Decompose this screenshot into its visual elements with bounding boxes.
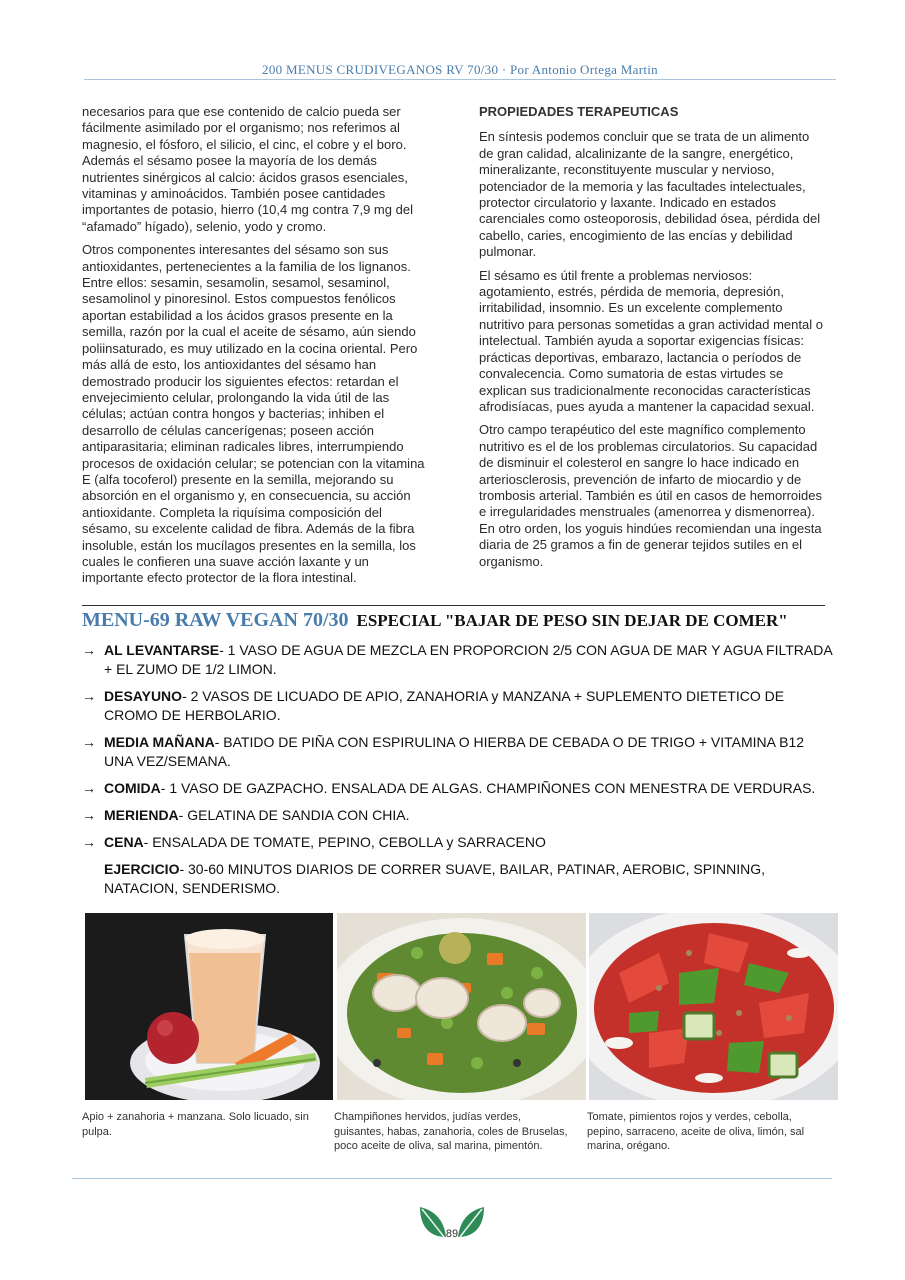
menu-item-label: COMIDA: [104, 780, 161, 796]
menu-item-merienda: [82, 806, 832, 825]
arrow-icon: →: [82, 642, 96, 658]
arrow-icon: →: [82, 780, 96, 796]
arrow-icon: →: [82, 807, 96, 823]
arrow-icon: →: [82, 734, 96, 750]
menu-item-text: - GELATINA DE SANDIA CON CHIA.: [178, 807, 410, 823]
arrow-icon: →: [82, 688, 96, 704]
menu-item-desayuno: [82, 687, 832, 725]
menu-item-media-manana: [82, 733, 832, 771]
photo-juice: [85, 913, 333, 1100]
left-paragraph-1: necesarios para que ese contenido de calcio pueda ser fácilmente asimilado por el organismo; nos referimos al magnesio, el fósforo, el silicio, el cinc, el cobre y el boro. Además el sésamo posee la mayoría de los demás nutrientes sinérgicos al calcio: ácidos grasos esenciales, vitaminas y aminoácidos. También posee cantidades importantes de potasio, hierro (10,4 mg contra 7,9 mg del “afamado” hígado), selenio, yodo y cromo.: [82, 104, 413, 234]
photo-tomato-salad: [589, 913, 838, 1100]
right-paragraph-2: El sésamo es útil frente a problemas nerviosos: agotamiento, estrés, pérdida de memoria, depresión, irritabilidad, insomnio. Es un excelente complemento nutritivo para personas sometidas a gran actividad mental o intelectual. También ayuda a soportar exigencias físicas: prácticas deportivas, embarazo, lactancia o períodos de convalecencia. Como sumatoria de estas virtudes se explican sus tradicionalmente reconocidas características afrodisíacas, pues ayuda a mantener la capacidad sexual.: [479, 267, 823, 414]
right-column: [479, 104, 825, 577]
menu-item-label: MEDIA MAÑANA: [104, 734, 215, 750]
juice-illustration: [85, 913, 333, 1100]
photo-mushroom-vegetables: [337, 913, 586, 1100]
menu-item-text: - 1 VASO DE AGUA DE MEZCLA EN PROPORCION 2/5 CON AGUA DE MAR Y AGUA FILTRADA + EL ZUMO DE 1/2 LIMON.: [104, 642, 832, 677]
menu-item-text: - 30-60 MINUTOS DIARIOS DE CORRER SUAVE, BAILAR, PATINAR, AEROBIC, SPINNING, NATACION, SENDERISMO.: [104, 861, 766, 896]
running-header: 200 MENUS CRUDIVEGANOS RV 70/30 · Por Antonio Ortega Martin: [262, 62, 658, 77]
page-number: 89: [445, 1228, 459, 1240]
menu-item-ejercicio: [82, 860, 832, 898]
arrow-icon: →: [82, 834, 96, 850]
menu-title-special: ESPECIAL "BAJAR DE PESO SIN DEJAR DE COMER": [356, 611, 788, 630]
photo-caption-juice: Apio + zanahoria + manzana. Solo licuado, sin pulpa.: [82, 1111, 309, 1138]
menu-item-comida: [82, 779, 832, 798]
right-paragraph-1: En síntesis podemos concluir que se trata de un alimento de gran calidad, alcalinizante de la sangre, energético, mineralizante, reconstituyente muscular y nervioso, potenciador de la memoria y las facultades intelectuales, protector circulatorio y laxante. Indicado en estados carenciales como osteoporosis, debilidad ósea, pérdida del cabello, caries, encogimiento de las encías y debilidad pulmonar.: [479, 129, 821, 260]
menu-item-al-levantarse: [82, 641, 832, 679]
menu-item-label: EJERCICIO: [104, 861, 180, 877]
menu-list: [82, 641, 832, 906]
menu-divider: [82, 605, 825, 606]
left-column: [82, 104, 427, 594]
right-paragraph-3: Otro campo terapéutico del este magnífico complemento nutritivo es el de los problemas circulatorios. Su capacidad de disminuir el colesterol en sangre lo hace indicado en arteriosclerosis, prevención de infarto de miocardio y de trombosis arterial. También es útil en casos de hemorroides e irregularidades menstruales (amenorrea y dismenorrea). En otro orden, los yoguis hindúes recomiendan una ingesta diaria de 25 gramos a fin de generar tejidos sutiles en el organismo.: [479, 422, 822, 569]
photo-caption-vegetables: Champiñones hervidos, judías verdes, guisantes, habas, zanahoria, coles de Bruselas, poco aceite de oliva, sal marina, pimentón.: [334, 1111, 568, 1152]
section-heading: PROPIEDADES TERAPEUTICAS: [479, 104, 679, 119]
photo-caption-salad: Tomate, pimientos rojos y verdes, cebolla, pepino, sarraceno, aceite de oliva, limón, sal marina, orégano.: [587, 1111, 805, 1152]
menu-item-text: - 1 VASO DE GAZPACHO. ENSALADA DE ALGAS. CHAMPIÑONES CON MENESTRA DE VERDURAS.: [160, 780, 816, 796]
menu-item-label: MERIENDA: [104, 807, 179, 823]
header-divider: [84, 79, 836, 80]
menu-title-main: MENU-69 RAW VEGAN 70/30: [82, 609, 349, 631]
menu-item-text: - ENSALADA DE TOMATE, PEPINO, CEBOLLA y SARRACENO: [143, 834, 546, 850]
menu-title: [82, 609, 842, 632]
left-paragraph-2: Otros componentes interesantes del sésamo son sus antioxidantes, pertenecientes a la familia de los lignanos. Entre ellos: sesamin, sesamolin, sesamol, sesaminol, sesamolinol y pinoresinol. Estos compuestos fenólicos aportan estabilidad a los ácidos grasos presente en la semilla, razón por la cual el aceite de sésamo, aún siendo poliinsaturado, es muy utilizado en la cocina oriental. Pero más allá de esto, los antioxidantes del sésamo han demostrado producir los siguientes efectos: retardan el envejecimiento celular, prolongando la vida útil de las células; actúan contra hongos y bacterias; inhiben el desarrollo de células cancerígenas; poseen acción antiparasitaria; eliminan radicales libres, interrumpiendo procesos de oxidación celular; se potencian con la vitamina E (alfa tocoferol) presente en la semilla, mejorando su absorción en el organismo y, en consecuencia, su acción antioxidante. Completa la riquísima composición del sésamo, su excelente calidad de fibra. Además de la fibra insoluble, están los mucílagos presentes en la semilla, los cuales le confieren una suave acción laxante y un importante efecto protector de la flora intestinal.: [82, 242, 425, 586]
footer-divider: [72, 1178, 832, 1179]
salad-illustration: [589, 913, 838, 1100]
menu-item-cena: [82, 833, 832, 852]
vegetables-illustration: [337, 913, 586, 1100]
menu-item-text: - BATIDO DE PIÑA CON ESPIRULINA O HIERBA DE CEBADA O DE TRIGO + VITAMINA B12 UNA VEZ/SEMANA.: [104, 734, 805, 769]
menu-item-text: - 2 VASOS DE LICUADO DE APIO, ZANAHORIA y MANZANA + SUPLEMENTO DIETETICO DE CROMO DE HERBOLARIO.: [104, 688, 785, 723]
menu-item-label: CENA: [104, 834, 144, 850]
menu-item-label: AL LEVANTARSE: [104, 642, 220, 658]
menu-item-label: DESAYUNO: [104, 688, 183, 704]
